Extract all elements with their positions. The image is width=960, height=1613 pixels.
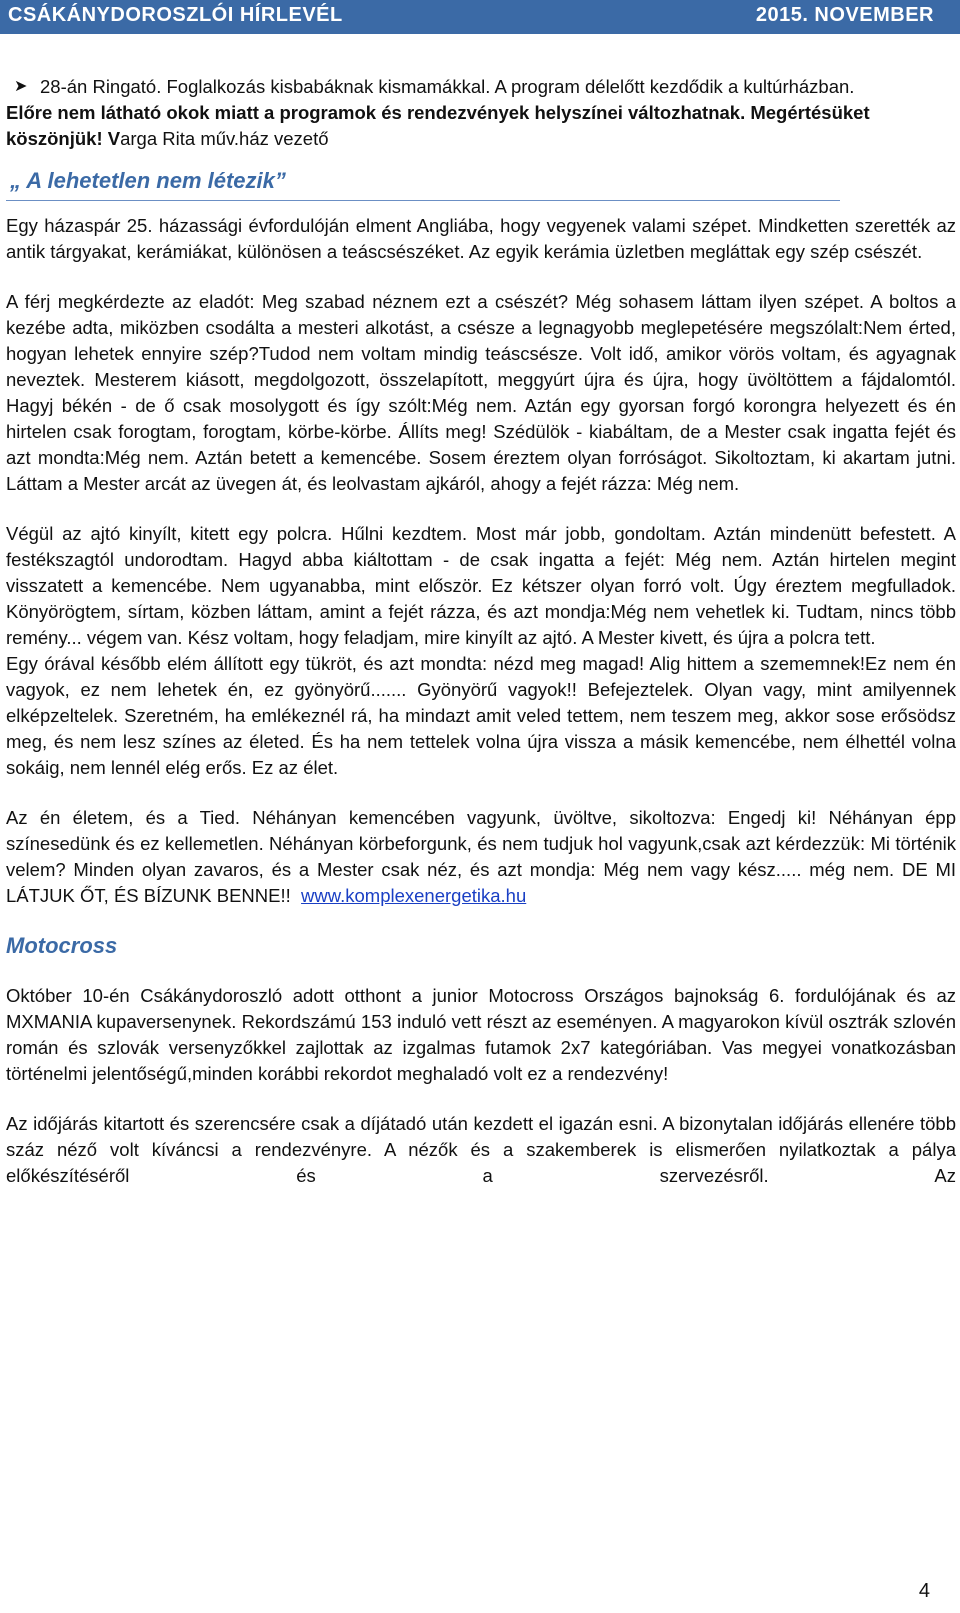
newsletter-header [0, 0, 960, 34]
story-paragraph-1: Egy házaspár 25. házassági évfordulóján elment Angliába, hogy vegyenek valami szépet. Mindketten szerették az antik tárgyakat, kerámiákat, különösen a teáscsészéket. Az egyik kerámia üzletben megláttak egy szép csészét. [6, 215, 956, 262]
website-link[interactable]: www.komplexenergetika.hu [301, 885, 527, 906]
story-paragraph-2: A férj megkérdezte az eladót: Meg szabad néznem ezt a csészét? Még sohasem láttam ilyen szépet. A boltos a kezébe adta, miközben csodálta a mesteri alkotást, a csésze a legnagyobb meglepetésére megszólalt:Nem érted, hogyan lehetek ennyire szép?Tudod nem voltam mindig teáscsésze. Volt idő, amikor vörös voltam, és agyagnak neveztek. Mesterem kiásott, megdolgozott, összelapított, meggyúrt újra és újra, hogy üvöltöttem a fájdalomtól. Hagyj békén - de ő csak mosolygott és így szólt:Még nem. Aztán egy gyorsan forgó korongra helyezett és én hirtelen csak forogtam, forogtam, körbe-körbe. Állíts meg! Szédülök - kiabáltam, de a Mester csak ingatta fejét és azt mondta:Még nem. Aztán betett a kemencébe. Sosem éreztem olyan forróságot. Sikoltoztam, ki akartam jutni. Láttam a Mester arcát az üvegen át, és leolvastam ajkáról, ahogy a fejét rázza: Még nem. [6, 291, 956, 494]
event-bullet [14, 74, 956, 100]
story-paragraph-5 [6, 805, 956, 909]
story-title: „ A lehetetlen nem létezik” [6, 168, 840, 201]
story-paragraph-5-text: Az én életem, és a Tied. Néhányan kemencében vagyunk, üvöltve, sikoltozva: Engedj ki! Néhányan épp színesedünk és ez kellemetlen. Néhányan körbeforgunk, és nem tudjuk hol vagyunk,csak azt kérdezzük: Mi történik velem? Minden olyan zavaros, és a Mester csak néz, és azt mondja: Még nem vagy kész..... még nem. DE MI LÁTJUK ŐT, ÉS BÍZUNK BENNE!! [6, 807, 956, 906]
motocross-paragraph-2: Az időjárás kitartott és szerencsére csak a díjátadó után kezdett el igazán esni. A bizonytalan időjárás ellenére több száz néző volt kíváncsi a rendezvényre. A nézők és a szakemberek is elismerően nyilatkoztak a pálya előkészítéséről és a szervezésről. Az [6, 1113, 956, 1186]
notice-bold-text: Előre nem látható okok miatt a programok és rendezvények helyszínei változhatnak. Megértésüket köszönjük! V [6, 102, 870, 149]
page-number: 4 [918, 1580, 930, 1602]
story-paragraph-3: Végül az ajtó kinyílt, kitett egy polcra. Hűlni kezdtem. Most már jobb, gondoltam. Aztán mindenütt befestett. A festékszagtól undorodtam. Hagyd abba kiáltottam - de csak ingatta a fejét: Még nem. Aztán hirtelen megint visszatett a kemencébe. Nem ugyanabba, mint először. Ez kétszer olyan forró volt. Úgy éreztem megfulladok. Könyörögtem, sírtam, közben láttam, amint a fejét rázza, és azt mondja:Még nem vehetlek ki. Tudtam, nincs több remény... végem van. Kész voltam, hogy feladjam, mire kinyílt az ajtó. A Mester kivett, és újra a polcra tett. [6, 523, 956, 648]
issue-date: 2015. NOVEMBER [755, 4, 934, 26]
story-paragraph-4: Egy órával később elém állított egy tükröt, és azt mondta: nézd meg magad! Alig hittem a szememnek!Ez nem én vagyok, ez nem lehetek én, ez gyönyörű....... Gyönyörű vagyok!! Befejeztelek. Olyan vagy, mint amilyennek elképzeltelek. Szeretném, ha emlékeznél rá, ha mindazt amit veled tettem, nem teszem meg, akkor sose erősödsz meg, és nem lesz színes az életed. És ha nem tettelek volna újra vissza a másik kemencébe, nem élhettél volna sokáig, nem lennél elég erős. Ez az élet. [6, 653, 956, 778]
event-bullet-text: 28-án Ringató. Foglalkozás kisbabáknak kismamákkal. A program délelőtt kezdődik a kultúrházban. [40, 76, 855, 97]
notice [6, 100, 956, 152]
motocross-paragraph-1: Október 10-én Csákánydoroszló adott otthont a junior Motocross Országos bajnokság 6. fordulójának és az MXMANIA kupaversenynek. Rekordszámú 153 induló vett részt az eseményen. A magyarokon kívül osztrák szlovén román és szlovák versenyzőkkel zajlottak az izgalmas futamok 2x7 kategóriában. Vas megyei vonatkozásban történelmi jelentőségű,minden korábbi rekordot meghaladó volt ez a rendezvény! [6, 985, 956, 1084]
newsletter-title: CSÁKÁNYDOROSZLÓI HÍRLEVÉL [8, 4, 343, 26]
page-content [6, 74, 956, 1189]
notice-signature: arga Rita műv.ház vezető [120, 128, 329, 149]
arrow-bullet-icon: ➤ [14, 78, 28, 95]
motocross-title: Motocross [6, 933, 118, 958]
